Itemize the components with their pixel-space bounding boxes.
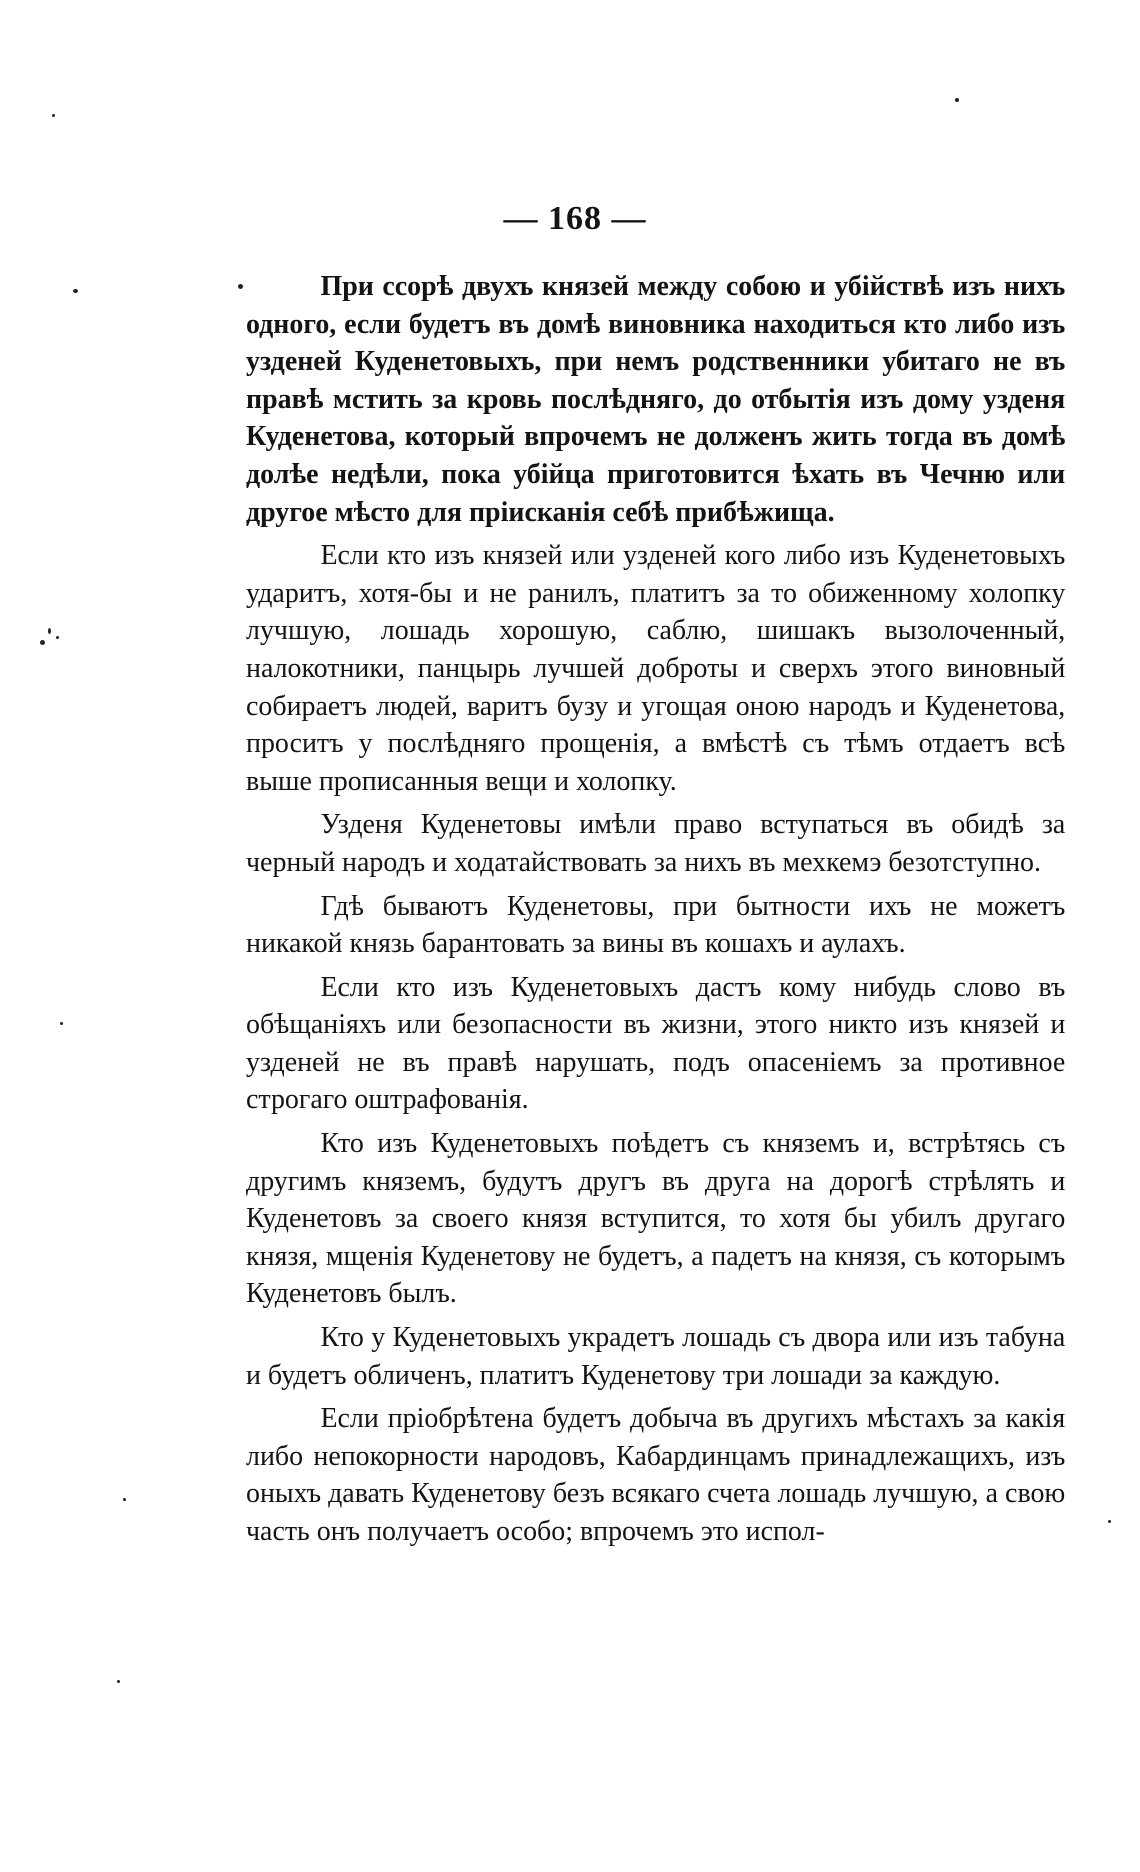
paragraph: Если пріобрѣтена будетъ добыча въ другихъ мѣстахъ за какія либо непокорности народовъ, Кабардинцамъ принадлежащихъ, изъ оныхъ давать Куденетову безъ всякаго счета лошадь лучшую, а свою часть онъ получаетъ особо; впрочемъ это испол-: [246, 1403, 1066, 1547]
scan-speck: [123, 1498, 126, 1501]
scan-speck: [48, 628, 51, 634]
paragraph: Гдѣ бываютъ Куденетовы, при бытности ихъ не можетъ никакой князь барантовать за вины въ кошахъ и аулахъ.: [246, 890, 1066, 960]
paragraph: Узденя Куденетовы имѣли право вступаться въ обидѣ за черный народъ и ходатайствовать за нихъ въ мехкемэ безотступно.: [246, 809, 1066, 878]
scan-speck: [73, 289, 78, 293]
page-number: — 168 —: [503, 200, 647, 237]
paragraph: Если кто изъ князей или узденей кого либо изъ Куденетовыхъ ударитъ, хотя-бы и не ранилъ, платитъ за то обиженному холопку лучшую, лошадь хорошую, саблю, шишакъ вызолоченный, налокотники, панцырь лучшей доброты и сверхъ этого виновный собираетъ людей, варитъ бузу и угощая оною народъ и Куденетова, проситъ у послѣдняго прощенія, а вмѣстѣ съ тѣмъ отдаетъ всѣ выше прописанныя вещи и холопку.: [246, 540, 1066, 797]
scan-speck: [60, 1022, 63, 1025]
paragraph: Кто изъ Куденетовыхъ поѣдетъ съ княземъ и, встрѣтясь съ другимъ княземъ, будутъ другъ въ друга на дорогѣ стрѣлять и Куденетовъ за своего князя вступится, то хотя бы убилъ другаго князя, мщенія Куденетову не будетъ, а падетъ на князя, съ которымъ Куденетовъ былъ.: [246, 1128, 1066, 1310]
scan-speck: [40, 640, 45, 645]
scan-speck: [56, 636, 59, 639]
paragraph: Кто у Куденетовыхъ украдетъ лошадь съ двора или изъ табуна и будетъ обличенъ, платитъ Куденетову три лошади за каждую.: [246, 1322, 1066, 1391]
body-text: [246, 268, 1082, 1557]
scan-speck: [52, 114, 55, 117]
scan-speck: [117, 1680, 120, 1683]
paragraph: При ссорѣ двухъ князей между собою и убійствѣ изъ нихъ одного, если будетъ въ домѣ виновника находиться кто либо изъ узденей Куденетовыхъ, при немъ родственники убитаго не въ правѣ мстить за кровь послѣдняго, до отбытія изъ дому узденя Куденетова, который впрочемъ не долженъ жить тогда въ домѣ долѣе недѣли, пока убійца приготовится ѣхать въ Чечню или другое мѣсто для пріисканія себѣ прибѣжища.: [246, 271, 1066, 528]
scan-speck: [1108, 1520, 1111, 1523]
scan-speck: [955, 98, 959, 102]
scan-speck: [238, 284, 243, 289]
paragraph: Если кто изъ Куденетовыхъ дастъ кому нибудь слово въ обѣщаніяхъ или безопасности въ жизни, этого никто изъ князей и узденей не въ правѣ нарушать, подъ опасеніемъ за противное строгаго оштрафованія.: [246, 971, 1066, 1116]
